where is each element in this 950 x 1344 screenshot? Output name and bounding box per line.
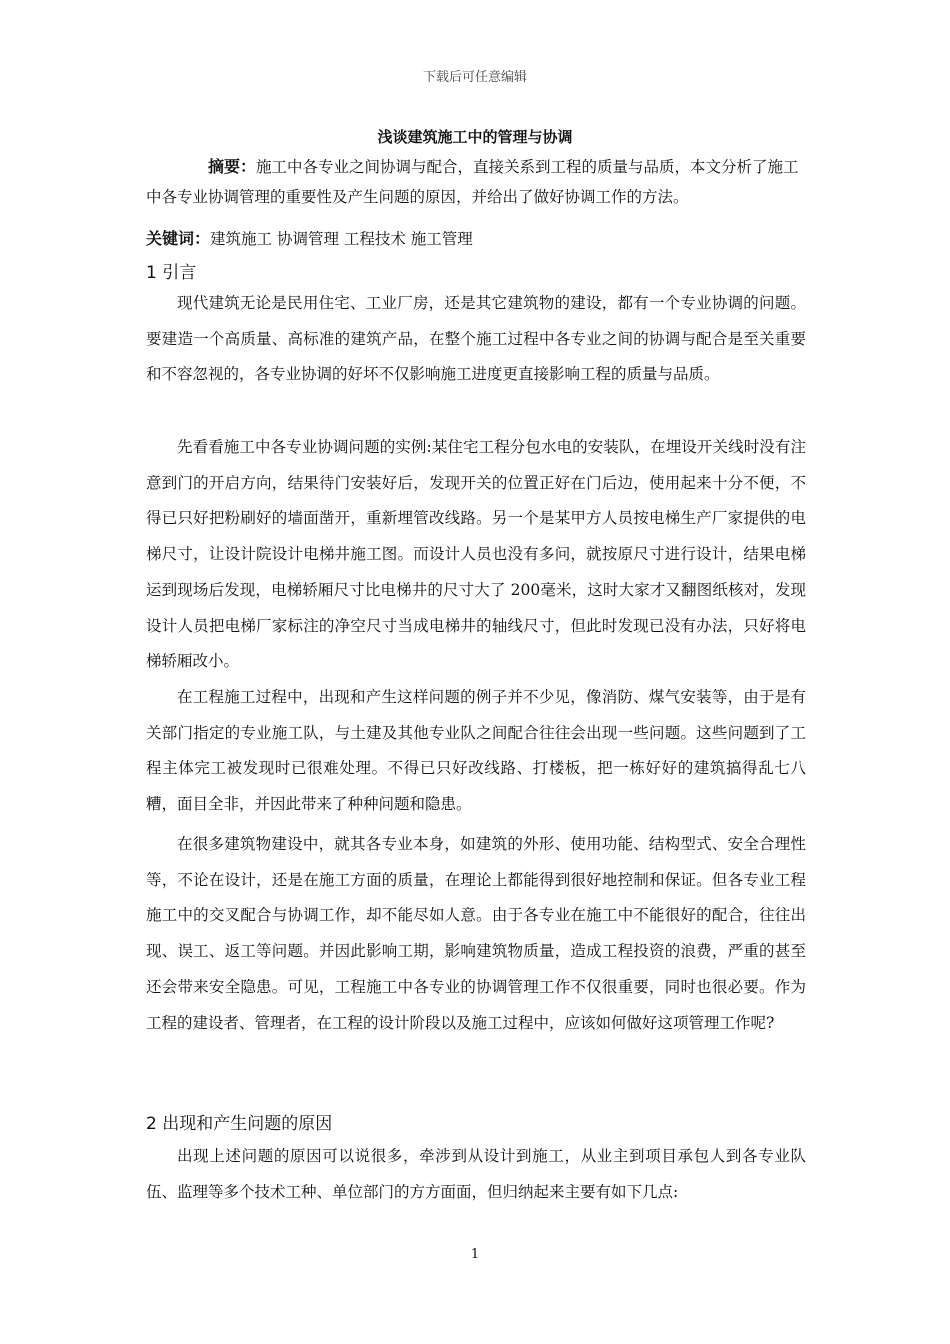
paragraph: 现代建筑无论是民用住宅、工业厂房，还是其它建筑物的建设，都有一个专业协调的问题。要建造一个高质量、高标准的建筑产品，在整个施工过程中各专业之间的协调与配合是至关重要和不容忽视的，各专业协调的好坏不仅影响施工进度更直接影响工程的质量与品质。 (146, 294, 806, 384)
keywords-text: 建筑施工 协调管理 工程技术 施工管理 (210, 230, 473, 248)
page-number: 1 (470, 1247, 480, 1262)
paragraph: 在工程施工过程中，出现和产生这样问题的例子并不少见，像消防、煤气安装等，由于是有关部门指定的专业施工队，与土建及其他专业队之间配合往往会出现一些问题。这些问题到了工程主体完工被发现时已很难处理。不得已只好改线路、打楼板，把一栋好好的建筑搞得乱七八糟，面目全非，并因此带来了种种问题和隐患。 (146, 688, 806, 814)
paragraph: 先看看施工中各专业协调问题的实例:某住宅工程分包水电的安装队，在埋设开关线时没有注意到门的开启方向，结果待门安装好后，发现开关的位置正好在门后边，使用起来十分不便，不得已只好把粉刷好的墙面凿开，重新埋管改线路。另一个是某甲方人员按电梯生产厂家提供的电梯尺寸，让设计院设计电梯井施工图。而设计人员也没有多问，就按原尺寸进行设计，结果电梯运到现场后发现，电梯轿厢尺寸比电梯井的尺寸大了 200毫米，这时大家才又翻图纸核对，发现设计人员把电梯厂家标注的净空尺寸当成电梯井的轴线尺寸，但此时发现已没有办法，只好将电梯轿厢改小。 (146, 438, 806, 671)
section-heading-intro: 1 引言 (146, 263, 197, 283)
abstract-text: 施工中各专业之间协调与配合，直接关系到工程的质量与品质，本文分析了施工中各专业协调管理的重要性及产生问题的原因，并给出了做好协调工作的方法。 (146, 158, 799, 206)
keywords-label: 关键词： (146, 229, 211, 248)
section-heading-causes: 2 出现和产生问题的原因 (146, 1114, 333, 1134)
abstract (146, 152, 806, 212)
document-title: 浅谈建筑施工中的管理与协调 (377, 128, 573, 146)
keywords (146, 226, 806, 252)
paragraph: 出现上述问题的原因可以说很多，牵涉到从设计到施工，从业主到项目承包人到各专业队伍、监理等多个技术工种、单位部门的方方面面，但归纳起来主要有如下几点: (146, 1147, 806, 1201)
header-note: 下载后可任意编辑 (422, 70, 527, 85)
abstract-label: 摘要： (208, 157, 257, 176)
paragraph: 在很多建筑物建设中，就其各专业本身，如建筑的外形、使用功能、结构型式、安全合理性等，不论在设计，还是在施工方面的质量，在理论上都能得到很好地控制和保证。但各专业工程施工中的交叉配合与协调工作，却不能尽如人意。由于各专业在施工中不能很好的配合，往往出现、误工、返工等问题。并因此影响工期，影响建筑物质量，造成工程投资的浪费，严重的甚至还会带来安全隐患。可见，工程施工中各专业的协调管理工作不仅很重要，同时也很必要。作为工程的建设者、管理者，在工程的设计阶段以及施工过程中，应该如何做好这项管理工作呢? (146, 835, 806, 1032)
